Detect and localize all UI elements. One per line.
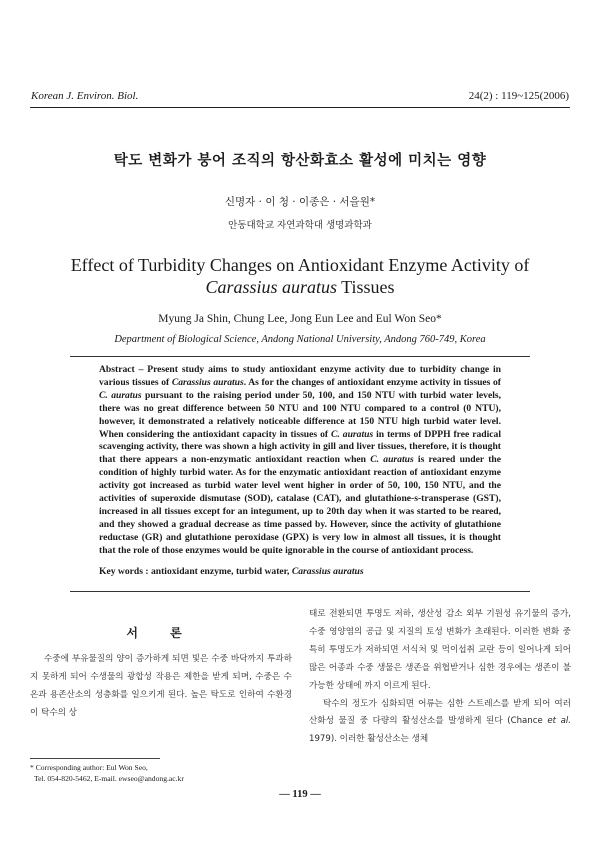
abstract-rule-top — [70, 356, 530, 357]
abstract-text-4: in terms of DPPH free radical scavenging activity, there was shown a high activity in gill and liver tissues, therefore, it is thought that there appears a non-enzymatic antioxidant reaction when — [99, 428, 502, 466]
korean-authors: 신명자 · 이 청 · 이종은 · 서을원* — [224, 196, 376, 208]
abstract — [99, 364, 501, 558]
footnote-line2: Tel. 054-820-5462, E-mail. ewseo@andong.ac.kr — [34, 773, 184, 783]
species-name: Carassius auratus — [205, 277, 337, 297]
body-paragraph — [309, 696, 571, 750]
page-number: — 119 — — [279, 789, 321, 800]
title-line2-rest: Tissues — [337, 277, 395, 297]
body-column-right — [309, 606, 571, 749]
abstract-species-4: C. auratus — [370, 454, 414, 466]
abstract-text-2: . As for the changes of antioxidant enzyme activity in tissues of — [243, 376, 501, 388]
english-title — [0, 254, 600, 298]
journal-name: Korean J. Environ. Biol. — [31, 90, 139, 102]
header-rule — [30, 107, 570, 108]
abstract-species-3: C. auratus — [331, 428, 374, 440]
footnote-line1: * Corresponding author: Eul Won Seo, — [30, 763, 148, 772]
body-text: 1979). 이러한 활성산소는 생체 — [309, 734, 429, 745]
abstract-species-1: Carassius auratus — [171, 376, 244, 388]
footnote-rule — [30, 758, 160, 759]
body-column-left — [30, 651, 292, 723]
body-text-italic: et al. — [547, 716, 571, 727]
korean-affiliation: 안동대학교 자연과학대 생명과학과 — [228, 220, 372, 231]
abstract-text-5: is reared under the condition of highly turbid water. As for the enzymatic antioxidant reaction of antioxidant enzyme activity got increased as turbid water level went higher in order of 50, 100, 150 NTU, and the activities of superoxide dismutase (SOD), catalase (CAT), and glutathione-s-transperase (GST), increased in all tissues except for an integument, up to 20th day when it was started to be reared, and they showed a gradual decrease as time passed by. However, since the activity of glutathione reductase (GR) and glutathione peroxidase (GPX) is very low in almost all tissues, it is thought that the role of those enzymes would be quite ignorable in the course of antioxidant process. — [99, 454, 501, 556]
english-title-line1: Effect of Turbidity Changes on Antioxidant Enzyme Activity of — [70, 255, 530, 275]
korean-title: 탁도 변화가 붕어 조직의 항산화효소 활성에 미치는 영향 — [113, 153, 487, 169]
keywords-label: Key words : antioxidant enzyme, turbid water, — [99, 566, 292, 577]
keywords-species: Carassius auratus — [291, 566, 364, 577]
section-title-introduction: 서 론 — [126, 626, 196, 640]
abstract-rule-bottom — [70, 591, 530, 592]
body-paragraph: 수중에 부유물질의 양이 증가하게 되면 빛은 수중 바닥까지 투과하지 못하게 되어 수생물의 광합성 작용은 제한을 받게 되며, 수중은 수온과 용존산소의 성층화를 일으키게 된다. 높은 탁도로 인하여 수환경이 탁수의 상 — [30, 654, 292, 718]
volume-pages: 24(2) : 119~125(2006) — [468, 90, 569, 102]
abstract-label: Abstract — [99, 364, 135, 375]
english-authors: Myung Ja Shin, Chung Lee, Jong Eun Lee and Eul Won Seo* — [158, 313, 442, 325]
body-paragraph: 태로 전환되면 투명도 저하, 생산성 감소 외부 기원성 유기물의 증가, 수중 영양염의 공급 및 지질의 토성 변화가 초래된다. 이러한 변화 중 특히 투명도가 저하되면 서식처 및 먹이섭취 교란 등이 일어나게 되어 많은 어종과 수중 생물은 생존을 위협받거나 심한 경우에는 생존이 불가능한 상태에 까지 이르게 된다. — [309, 609, 571, 691]
abstract-text-3: pursuant to the raising period under 50, 100, and 150 NTU with turbid water levels, there was no great difference between 50 NTU and 100 NTU compared to a control (0 NTU), however, it demonstrated a relatively noticeable difference at 150 NTU high turbid water level. When considering the antioxidant capacity in tissues of — [99, 389, 501, 440]
body-text: 탁수의 정도가 심화되면 어류는 심한 스트레스를 받게 되어 여러 산화성 물질 중 다량의 활성산소를 발생하게 된다 (Chance — [309, 698, 571, 727]
abstract-text-1: – Present study aims to study antioxidant enzyme activity due to turbidity change in various tissues of — [99, 364, 501, 388]
english-affiliation: Department of Biological Science, Andong National University, Andong 760-749, Korea — [114, 334, 486, 345]
abstract-species-2: C. auratus — [99, 389, 142, 401]
keywords — [99, 566, 364, 577]
footnote — [30, 763, 184, 784]
english-title-line2 — [0, 276, 600, 298]
